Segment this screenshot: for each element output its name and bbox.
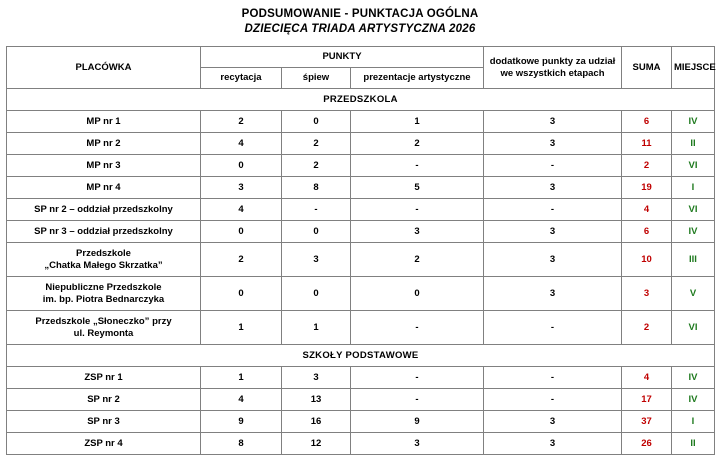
cell-suma: 37 [622,411,672,433]
cell-prezentacje: 3 [351,433,484,455]
cell-institution-name: SP nr 2 – oddział przedszkolny [7,199,201,221]
cell-recytacja: 4 [201,133,282,155]
cell-miejsce: VI [672,155,715,177]
title-line-secondary: DZIECIĘCA TRIADA ARTYSTYCZNA 2026 [244,23,476,35]
cell-institution-name: MP nr 1 [7,111,201,133]
header-placowka: PLACÓWKA [7,47,201,89]
results-table-container [6,46,714,455]
cell-spiew: 1 [282,311,351,345]
header-recytacja: recytacja [201,68,282,89]
cell-suma: 3 [622,277,672,311]
cell-miejsce: IV [672,221,715,243]
cell-prezentacje: 3 [351,221,484,243]
table-row [7,277,715,311]
cell-prezentacje: - [351,311,484,345]
cell-suma: 19 [622,177,672,199]
cell-miejsce: II [672,433,715,455]
cell-miejsce: II [672,133,715,155]
cell-institution-name: Przedszkole „Chatka Małego Skrzatka” [7,243,201,277]
cell-suma: 2 [622,311,672,345]
cell-miejsce: I [672,177,715,199]
cell-dodatkowe: 3 [484,111,622,133]
cell-suma: 10 [622,243,672,277]
section-header-label: SZKOŁY PODSTAWOWE [7,345,715,367]
cell-suma: 4 [622,199,672,221]
cell-institution-name: Niepubliczne Przedszkole im. bp. Piotra Bednarczyka [7,277,201,311]
cell-institution-name: Przedszkole „Słoneczko” przy ul. Reymonta [7,311,201,345]
header-suma: SUMA [622,47,672,89]
header-row-top [7,47,715,68]
cell-institution-name: ZSP nr 1 [7,367,201,389]
cell-spiew: 0 [282,277,351,311]
cell-recytacja: 0 [201,221,282,243]
cell-recytacja: 9 [201,411,282,433]
cell-recytacja: 2 [201,111,282,133]
cell-institution-name: SP nr 3 – oddział przedszkolny [7,221,201,243]
cell-prezentacje: 5 [351,177,484,199]
cell-dodatkowe: 3 [484,177,622,199]
cell-spiew: 3 [282,243,351,277]
header-dodatkowe-punkty: dodatkowe punkty za udział we wszystkich etapach [484,47,622,89]
cell-recytacja: 1 [201,367,282,389]
header-miejsce: MIEJSCE [672,47,715,89]
cell-dodatkowe: - [484,199,622,221]
table-row [7,155,715,177]
cell-spiew: - [282,199,351,221]
cell-dodatkowe: - [484,311,622,345]
cell-dodatkowe: 3 [484,433,622,455]
section-header-row [7,345,715,367]
cell-spiew: 8 [282,177,351,199]
cell-spiew: 2 [282,155,351,177]
cell-spiew: 12 [282,433,351,455]
table-header [7,47,715,89]
cell-miejsce: IV [672,111,715,133]
cell-recytacja: 3 [201,177,282,199]
cell-dodatkowe: - [484,155,622,177]
cell-spiew: 3 [282,367,351,389]
cell-institution-name: MP nr 3 [7,155,201,177]
title-line-primary: PODSUMOWANIE - PUNKTACJA OGÓLNA [241,8,479,20]
cell-miejsce: V [672,277,715,311]
header-prezentacje: prezentacje artystyczne [351,68,484,89]
cell-recytacja: 0 [201,277,282,311]
cell-prezentacje: 2 [351,243,484,277]
cell-spiew: 13 [282,389,351,411]
cell-prezentacje: 1 [351,111,484,133]
table-row [7,133,715,155]
cell-recytacja: 0 [201,155,282,177]
cell-institution-name: SP nr 2 [7,389,201,411]
table-row [7,177,715,199]
cell-recytacja: 8 [201,433,282,455]
table-row [7,433,715,455]
cell-dodatkowe: 3 [484,133,622,155]
cell-miejsce: IV [672,389,715,411]
cell-dodatkowe: 3 [484,277,622,311]
table-row [7,389,715,411]
cell-prezentacje: 9 [351,411,484,433]
table-row [7,311,715,345]
cell-miejsce: VI [672,199,715,221]
cell-suma: 4 [622,367,672,389]
table-row [7,411,715,433]
document-title [0,0,720,37]
table-row [7,367,715,389]
header-spiew: śpiew [282,68,351,89]
cell-spiew: 16 [282,411,351,433]
cell-prezentacje: 0 [351,277,484,311]
cell-prezentacje: - [351,389,484,411]
cell-suma: 26 [622,433,672,455]
cell-dodatkowe: 3 [484,221,622,243]
cell-recytacja: 2 [201,243,282,277]
cell-recytacja: 4 [201,199,282,221]
cell-institution-name: MP nr 2 [7,133,201,155]
cell-suma: 6 [622,111,672,133]
section-header-row [7,89,715,111]
header-punkty-group: PUNKTY [201,47,484,68]
section-header-label: PRZEDSZKOLA [7,89,715,111]
cell-suma: 17 [622,389,672,411]
cell-recytacja: 1 [201,311,282,345]
cell-prezentacje: - [351,155,484,177]
cell-suma: 2 [622,155,672,177]
table-row [7,199,715,221]
cell-spiew: 2 [282,133,351,155]
cell-miejsce: III [672,243,715,277]
cell-institution-name: MP nr 4 [7,177,201,199]
cell-suma: 6 [622,221,672,243]
cell-institution-name: ZSP nr 4 [7,433,201,455]
table-row [7,221,715,243]
table-row [7,111,715,133]
table-body [7,89,715,455]
cell-suma: 11 [622,133,672,155]
cell-dodatkowe: - [484,367,622,389]
cell-miejsce: IV [672,367,715,389]
cell-dodatkowe: 3 [484,411,622,433]
cell-dodatkowe: - [484,389,622,411]
cell-institution-name: SP nr 3 [7,411,201,433]
cell-spiew: 0 [282,111,351,133]
cell-prezentacje: - [351,367,484,389]
cell-miejsce: VI [672,311,715,345]
cell-miejsce: I [672,411,715,433]
cell-dodatkowe: 3 [484,243,622,277]
table-row [7,243,715,277]
cell-prezentacje: - [351,199,484,221]
cell-spiew: 0 [282,221,351,243]
cell-prezentacje: 2 [351,133,484,155]
results-table [6,46,715,455]
cell-recytacja: 4 [201,389,282,411]
